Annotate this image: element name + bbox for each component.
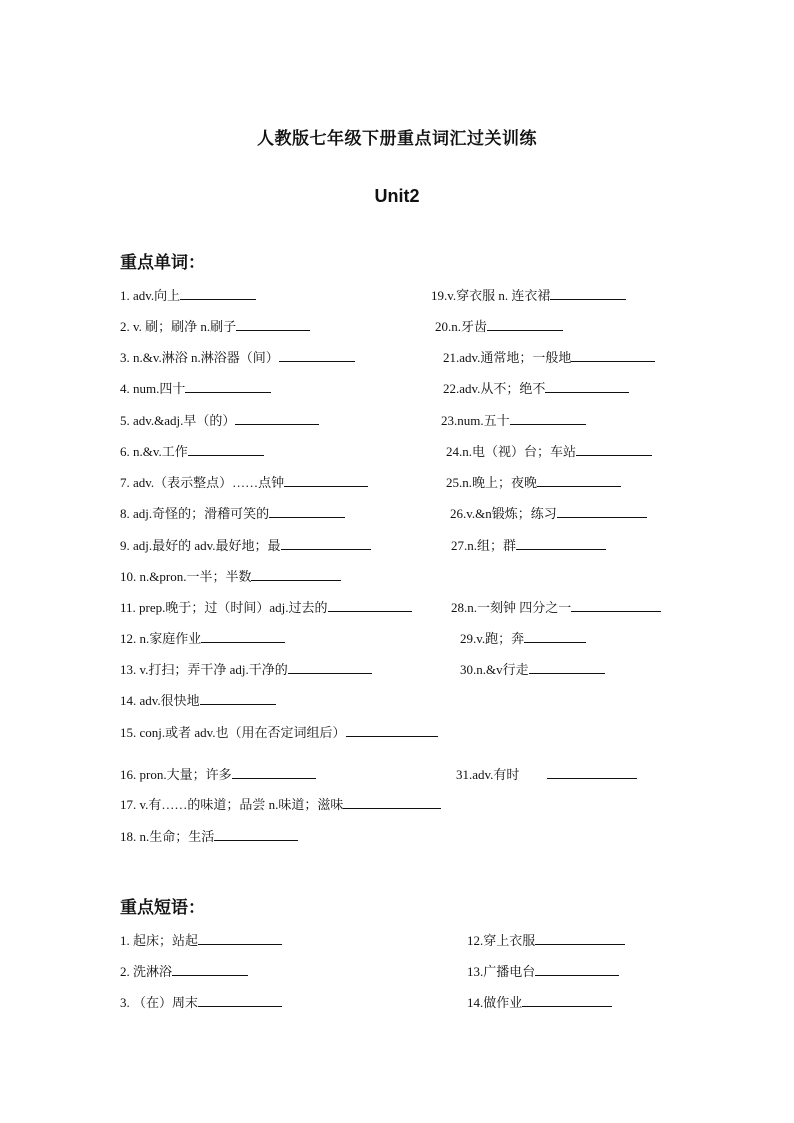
page-title: 人教版七年级下册重点词汇过关训练 [257, 129, 537, 149]
word-item: 24.n.电（视）台；车站 [446, 443, 652, 460]
answer-blank[interactable] [236, 318, 310, 331]
word-item: 27.n.组；群 [451, 537, 606, 554]
word-item: 11. prep.晚于；过（时间）adj.过去的 [120, 599, 412, 616]
word-item: 12. n.家庭作业 [120, 630, 285, 647]
answer-blank[interactable] [188, 443, 264, 456]
word-item: 22.adv.从不；绝不 [443, 380, 629, 397]
word-item: 18. n.生命；生活 [120, 828, 298, 845]
phrase-item: 1. 起床；站起 [120, 932, 282, 949]
word-item: 21.adv.通常地；一般地 [443, 349, 655, 366]
word-item: 5. adv.&adj.早（的） [120, 412, 319, 429]
answer-blank[interactable] [576, 443, 652, 456]
answer-blank[interactable] [487, 318, 563, 331]
word-item: 9. adj.最好的 adv.最好地；最 [120, 537, 371, 554]
word-item: 26.v.&n锻炼；练习 [450, 505, 647, 522]
word-item: 15. conj.或者 adv.也（用在否定词组后） [120, 724, 438, 741]
answer-blank[interactable] [535, 963, 619, 976]
answer-blank[interactable] [172, 963, 248, 976]
unit-heading: Unit2 [374, 186, 420, 206]
word-item: 25.n.晚上；夜晚 [446, 474, 621, 491]
answer-blank[interactable] [251, 568, 341, 581]
word-item: 31.adv.有时 [456, 766, 637, 783]
answer-blank[interactable] [557, 505, 647, 518]
answer-blank[interactable] [235, 412, 319, 425]
answer-blank[interactable] [547, 766, 637, 779]
word-item: 19.v.穿衣服 n. 连衣裙 [431, 287, 626, 304]
answer-blank[interactable] [529, 661, 605, 674]
answer-blank[interactable] [214, 828, 298, 841]
answer-blank[interactable] [550, 287, 626, 300]
answer-blank[interactable] [284, 474, 368, 487]
answer-blank[interactable] [571, 599, 661, 612]
answer-blank[interactable] [180, 287, 256, 300]
word-item: 29.v.跑；奔 [460, 630, 586, 647]
word-item: 10. n.&pron.一半；半数 [120, 568, 341, 585]
answer-blank[interactable] [185, 380, 271, 393]
answer-blank[interactable] [545, 380, 629, 393]
answer-blank[interactable] [516, 537, 606, 550]
word-item: 28.n.一刻钟 四分之一 [451, 599, 661, 616]
word-item: 23.num.五十 [441, 412, 586, 429]
answer-blank[interactable] [200, 692, 276, 705]
word-item: 6. n.&v.工作 [120, 443, 264, 460]
answer-blank[interactable] [269, 505, 345, 518]
answer-blank[interactable] [232, 766, 316, 779]
word-item: 16. pron.大量；许多 [120, 766, 316, 783]
answer-blank[interactable] [279, 349, 355, 362]
answer-blank[interactable] [571, 349, 655, 362]
answer-blank[interactable] [537, 474, 621, 487]
answer-blank[interactable] [343, 796, 441, 809]
phrases-section-heading: 重点短语： [120, 898, 205, 918]
answer-blank[interactable] [328, 599, 412, 612]
answer-blank[interactable] [346, 724, 438, 737]
answer-blank[interactable] [281, 537, 371, 550]
word-item: 1. adv.向上 [120, 287, 256, 304]
phrase-item: 13.广播电台 [467, 963, 619, 980]
word-item: 13. v.打扫；弄干净 adj.干净的 [120, 661, 372, 678]
phrase-item: 12.穿上衣服 [467, 932, 625, 949]
phrase-item: 14.做作业 [467, 994, 612, 1011]
phrase-item: 3. （在）周末 [120, 994, 282, 1011]
word-item: 2. v. 刷；刷净 n.刷子 [120, 318, 310, 335]
phrase-item: 2. 洗淋浴 [120, 963, 248, 980]
answer-blank[interactable] [198, 994, 282, 1007]
answer-blank[interactable] [198, 932, 282, 945]
word-item: 3. n.&v.淋浴 n.淋浴器（间） [120, 349, 355, 366]
answer-blank[interactable] [510, 412, 586, 425]
word-item: 7. adv.（表示整点）……点钟 [120, 474, 368, 491]
word-item: 20.n.牙齿 [435, 318, 563, 335]
answer-blank[interactable] [524, 630, 586, 643]
answer-blank[interactable] [201, 630, 285, 643]
answer-blank[interactable] [522, 994, 612, 1007]
word-item: 8. adj.奇怪的；滑稽可笑的 [120, 505, 345, 522]
word-item: 4. num.四十 [120, 380, 271, 397]
answer-blank[interactable] [288, 661, 372, 674]
answer-blank[interactable] [535, 932, 625, 945]
words-section-heading: 重点单词： [120, 253, 205, 273]
word-item: 30.n.&v行走 [460, 661, 605, 678]
word-item: 14. adv.很快地 [120, 692, 276, 709]
word-item: 17. v.有……的味道；品尝 n.味道；滋味 [120, 796, 441, 813]
